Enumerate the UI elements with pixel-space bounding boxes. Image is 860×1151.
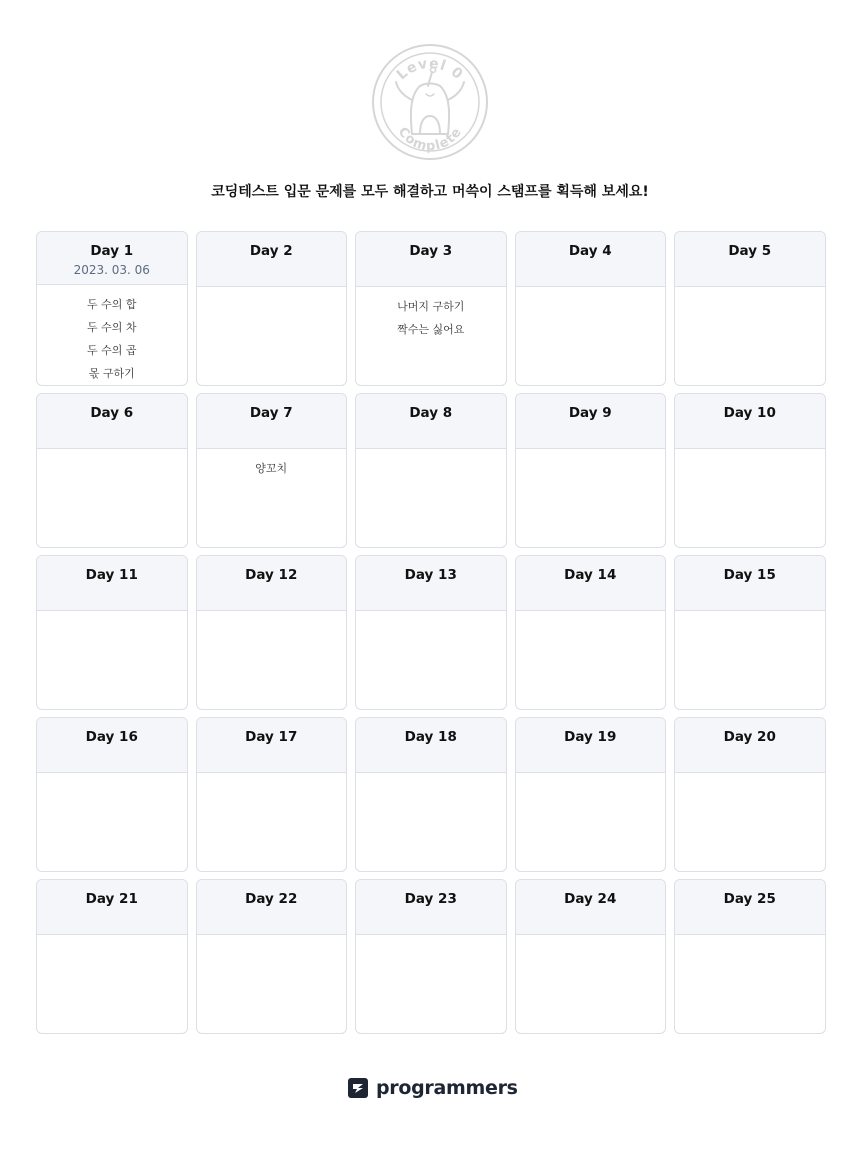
day-header — [197, 232, 347, 287]
day-title: Day 18 — [404, 729, 457, 745]
day-problem-list — [37, 935, 187, 943]
day-problem-list — [197, 611, 347, 619]
day-card — [355, 555, 507, 710]
day-problem-list — [37, 449, 187, 457]
day-problem-list — [37, 611, 187, 619]
day-header — [197, 556, 347, 611]
day-header — [37, 880, 187, 935]
problem-link[interactable]: 두 수의 곱 — [87, 344, 137, 357]
day-card — [36, 717, 188, 872]
day-header — [37, 232, 187, 285]
day-header — [516, 880, 666, 935]
stamp-text-bottom: Complete — [394, 124, 466, 155]
day-card — [196, 879, 348, 1034]
day-title: Day 9 — [568, 405, 612, 421]
day-title: Day 22 — [245, 891, 298, 907]
day-card — [515, 393, 667, 548]
day-problem-list — [516, 287, 666, 295]
penguin-stamp-icon — [370, 42, 490, 162]
day-title: Day 8 — [409, 405, 453, 421]
day-title: Day 13 — [404, 567, 457, 583]
day-problem-list — [675, 935, 825, 943]
day-card — [196, 231, 348, 386]
day-title: Day 11 — [85, 567, 138, 583]
day-title: Day 21 — [85, 891, 138, 907]
day-header — [356, 232, 506, 287]
day-problem-list — [37, 285, 187, 385]
day-problem-list — [356, 773, 506, 781]
day-problem-list — [675, 773, 825, 781]
day-header — [37, 394, 187, 449]
problem-link[interactable]: 몫 구하기 — [88, 367, 135, 380]
day-problem-list — [37, 773, 187, 781]
day-header — [37, 718, 187, 773]
day-card — [674, 879, 826, 1034]
day-title: Day 15 — [723, 567, 776, 583]
programmers-logo-icon — [348, 1078, 368, 1098]
day-title: Day 24 — [564, 891, 617, 907]
day-header — [37, 556, 187, 611]
day-header — [356, 394, 506, 449]
day-title: Day 17 — [245, 729, 298, 745]
day-title: Day 25 — [723, 891, 776, 907]
day-header — [675, 394, 825, 449]
day-problem-list — [356, 287, 506, 341]
problem-link[interactable]: 짝수는 싫어요 — [397, 323, 465, 336]
day-problem-list — [197, 773, 347, 781]
day-card — [515, 879, 667, 1034]
day-card — [355, 879, 507, 1034]
day-title: Day 6 — [90, 405, 134, 421]
day-card — [674, 393, 826, 548]
day-card — [36, 879, 188, 1034]
day-card — [196, 555, 348, 710]
day-header — [356, 556, 506, 611]
day-header — [516, 556, 666, 611]
day-title: Day 10 — [723, 405, 776, 421]
day-problem-list — [516, 611, 666, 619]
day-title: Day 12 — [245, 567, 298, 583]
day-title: Day 2 — [249, 243, 293, 259]
day-header — [197, 394, 347, 449]
day-card — [674, 555, 826, 710]
day-card — [674, 231, 826, 386]
problem-link[interactable]: 나머지 구하기 — [397, 300, 465, 313]
day-problem-list — [356, 449, 506, 457]
level-0-complete-stamp — [370, 42, 490, 162]
day-card — [515, 231, 667, 386]
day-header — [675, 880, 825, 935]
day-header — [356, 718, 506, 773]
day-card — [196, 393, 348, 548]
day-title: Day 20 — [723, 729, 776, 745]
day-title: Day 7 — [249, 405, 293, 421]
day-header — [197, 718, 347, 773]
page-headline: 코딩테스트 입문 문제를 모두 해결하고 머쓱이 스탬프를 획득해 보세요! — [211, 184, 649, 200]
day-title: Day 23 — [404, 891, 457, 907]
day-header — [516, 394, 666, 449]
day-card — [515, 717, 667, 872]
day-date: 2023. 03. 06 — [73, 263, 150, 277]
problem-link[interactable]: 양꼬치 — [255, 462, 288, 475]
day-header — [516, 718, 666, 773]
day-card — [515, 555, 667, 710]
day-card — [196, 717, 348, 872]
day-title: Day 3 — [409, 243, 453, 259]
day-problem-list — [356, 611, 506, 619]
svg-text:Complete — [395, 125, 466, 155]
day-problem-list — [675, 287, 825, 295]
day-card — [36, 555, 188, 710]
day-title: Day 14 — [564, 567, 617, 583]
day-problem-list — [197, 449, 347, 480]
problem-link[interactable]: 두 수의 차 — [87, 321, 137, 334]
day-title: Day 5 — [728, 243, 772, 259]
day-card — [36, 393, 188, 548]
day-header — [675, 718, 825, 773]
day-problem-list — [197, 287, 347, 295]
brand-name: programmers — [376, 1077, 518, 1099]
day-card — [355, 393, 507, 548]
day-header — [675, 556, 825, 611]
day-header — [197, 880, 347, 935]
day-problem-list — [356, 935, 506, 943]
day-card — [355, 231, 507, 386]
day-header — [675, 232, 825, 287]
day-problem-list — [675, 449, 825, 457]
day-problem-list — [675, 611, 825, 619]
day-problem-list — [197, 935, 347, 943]
day-header — [356, 880, 506, 935]
day-problem-list — [516, 773, 666, 781]
day-title: Day 1 — [90, 243, 134, 259]
programmers-logo[interactable] — [348, 1075, 518, 1101]
day-card — [36, 231, 188, 386]
day-title: Day 4 — [568, 243, 612, 259]
problem-link[interactable]: 두 수의 합 — [87, 298, 137, 311]
day-card — [674, 717, 826, 872]
day-problem-list — [516, 449, 666, 457]
day-title: Day 16 — [85, 729, 138, 745]
day-grid — [36, 231, 826, 1034]
day-title: Day 19 — [564, 729, 617, 745]
day-card — [355, 717, 507, 872]
stamp-text-top: Level 0 — [393, 55, 467, 84]
day-header — [516, 232, 666, 287]
day-problem-list — [516, 935, 666, 943]
